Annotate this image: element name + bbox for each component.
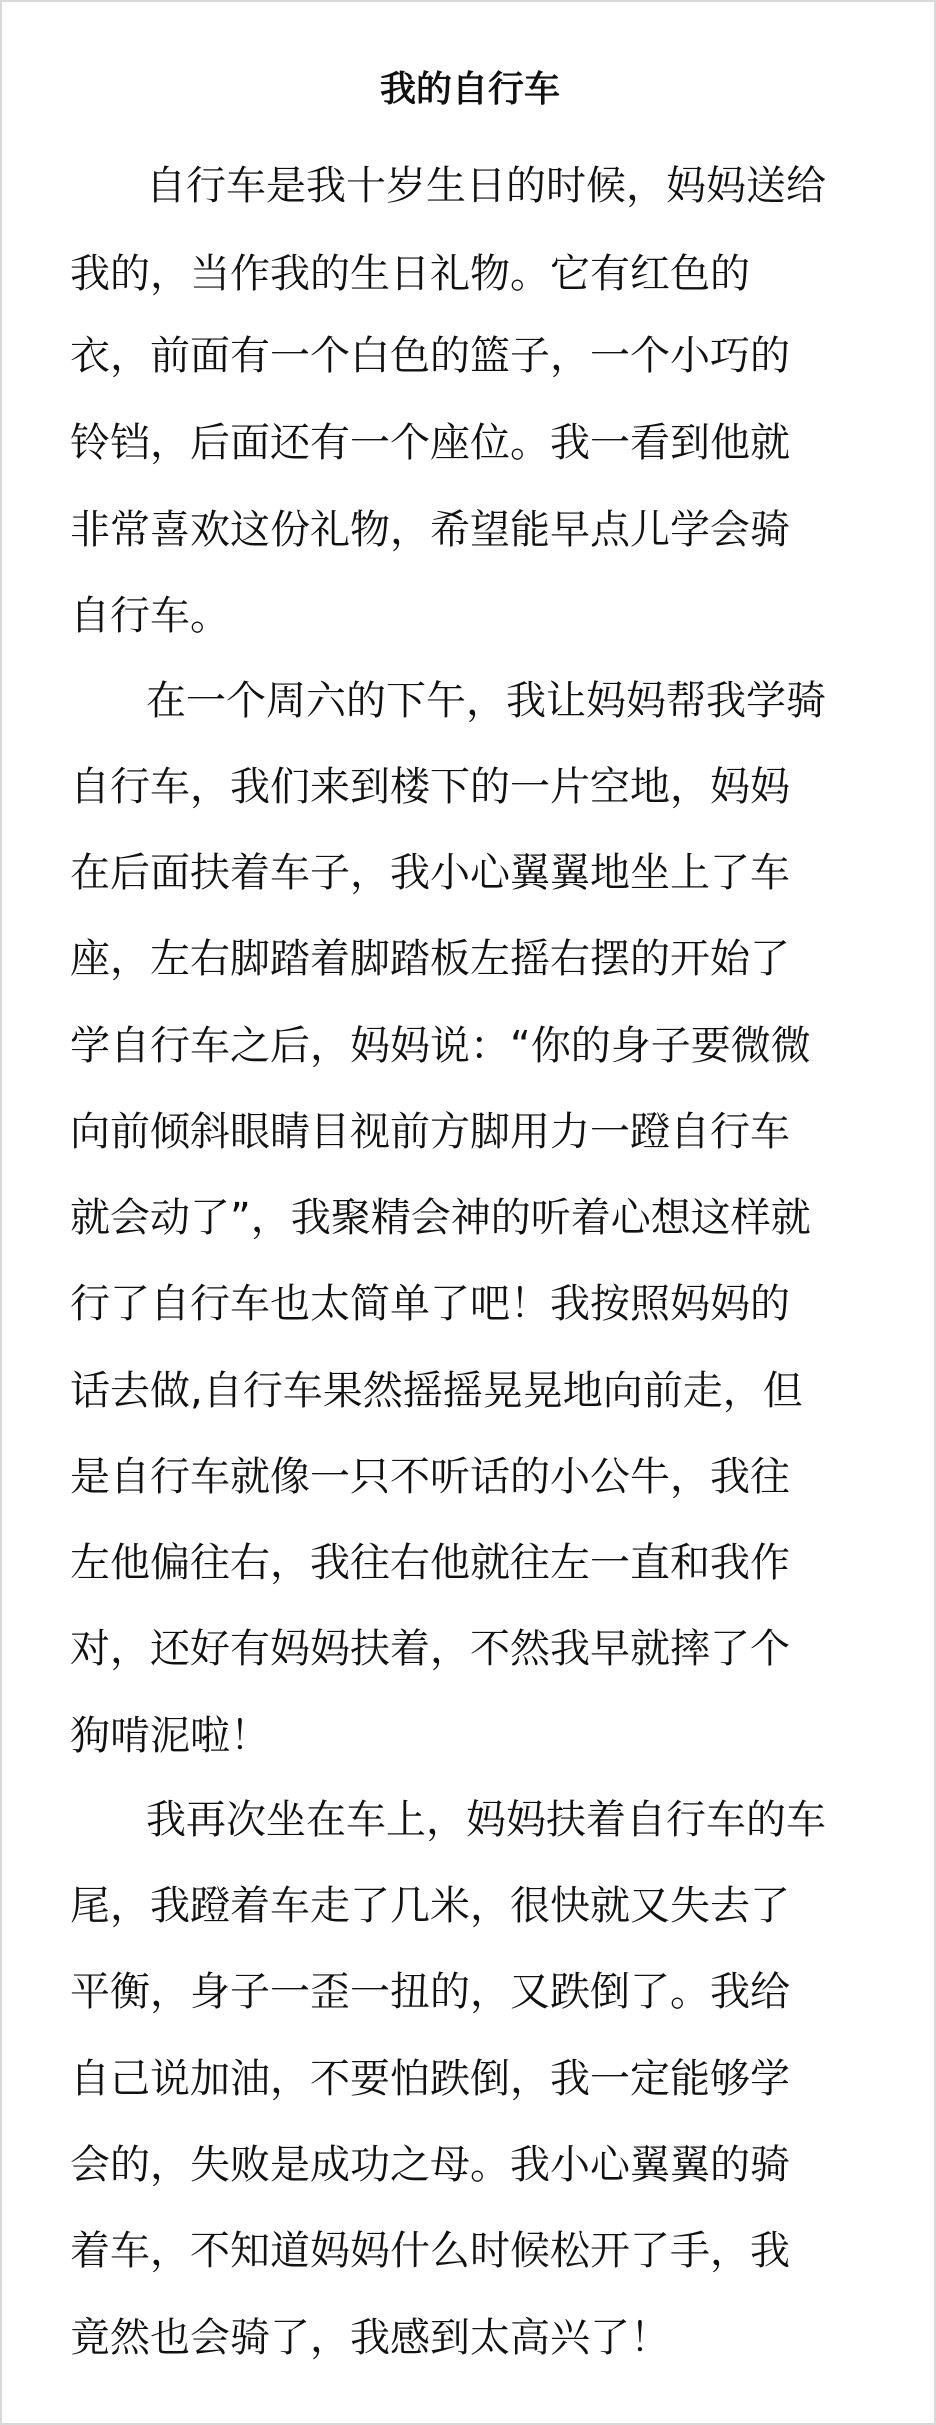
paragraph-2-line-10: 是自行车就像一只不听话的小公牛，我往 [70, 1454, 790, 1500]
paragraph-1-line-5: 非常喜欢这份礼物，希望能早点儿学会骑 [70, 507, 790, 553]
paragraph-1-line-2: 我的，当作我的生日礼物。它有红色的 [70, 251, 750, 297]
paragraph-2-line-12: 对，还好有妈妈扶着，不然我早就摔了个 [70, 1626, 790, 1672]
paragraph-2-line-9: 话去做,自行车果然摇摇晃晃地向前走，但 [70, 1368, 803, 1414]
paragraph-2-line-8: 行了自行车也太简单了吧！我按照妈妈的 [70, 1281, 790, 1327]
paragraph-2-line-13: 狗啃泥啦！ [70, 1713, 270, 1759]
paragraph-1-line-1: 自行车是我十岁生日的时候，妈妈送给 [146, 163, 826, 209]
paragraph-3-line-6: 着车，不知道妈妈什么时候松开了手，我 [70, 2228, 790, 2274]
paragraph-1-line-4: 铃铛，后面还有一个座位。我一看到他就 [70, 420, 790, 466]
paragraph-3-line-2: 尾，我蹬着车走了几米，很快就又失去了 [70, 1883, 790, 1929]
paragraph-3-line-1: 我再次坐在车上，妈妈扶着自行车的车 [146, 1797, 826, 1843]
paragraph-2-line-1: 在一个周六的下午，我让妈妈帮我学骑 [146, 678, 826, 724]
document-title: 我的自行车 [379, 69, 560, 110]
paragraph-1-line-6: 自行车。 [70, 593, 230, 639]
paragraph-2-line-5: 学自行车之后，妈妈说：“你的身子要微微 [70, 1023, 811, 1069]
paragraph-3-line-4: 自己说加油，不要怕跌倒，我一定能够学 [70, 2056, 790, 2102]
paragraph-2-line-7: 就会动了”，我聚精会神的听着心想这样就 [70, 1195, 811, 1241]
paragraph-3-line-5: 会的，失败是成功之母。我小心翼翼的骑 [70, 2142, 790, 2188]
paragraph-1-line-3: 衣，前面有一个白色的篮子，一个小巧的 [70, 333, 790, 379]
paragraph-2-line-6: 向前倾斜眼睛目视前方脚用力一蹬自行车 [70, 1109, 790, 1155]
paragraph-2-line-2: 自行车，我们来到楼下的一片空地，妈妈 [70, 764, 790, 810]
paragraph-2-line-3: 在后面扶着车子，我小心翼翼地坐上了车 [70, 850, 790, 896]
paragraph-3-line-7: 竟然也会骑了，我感到太高兴了！ [70, 2315, 670, 2361]
paragraph-2-line-4: 座，左右脚踏着脚踏板左摇右摆的开始了 [70, 936, 790, 982]
paragraph-3-line-3: 平衡，身子一歪一扭的，又跌倒了。我给 [70, 1969, 790, 2015]
paragraph-2-line-11: 左他偏往右，我往右他就往左一直和我作 [70, 1540, 790, 1586]
